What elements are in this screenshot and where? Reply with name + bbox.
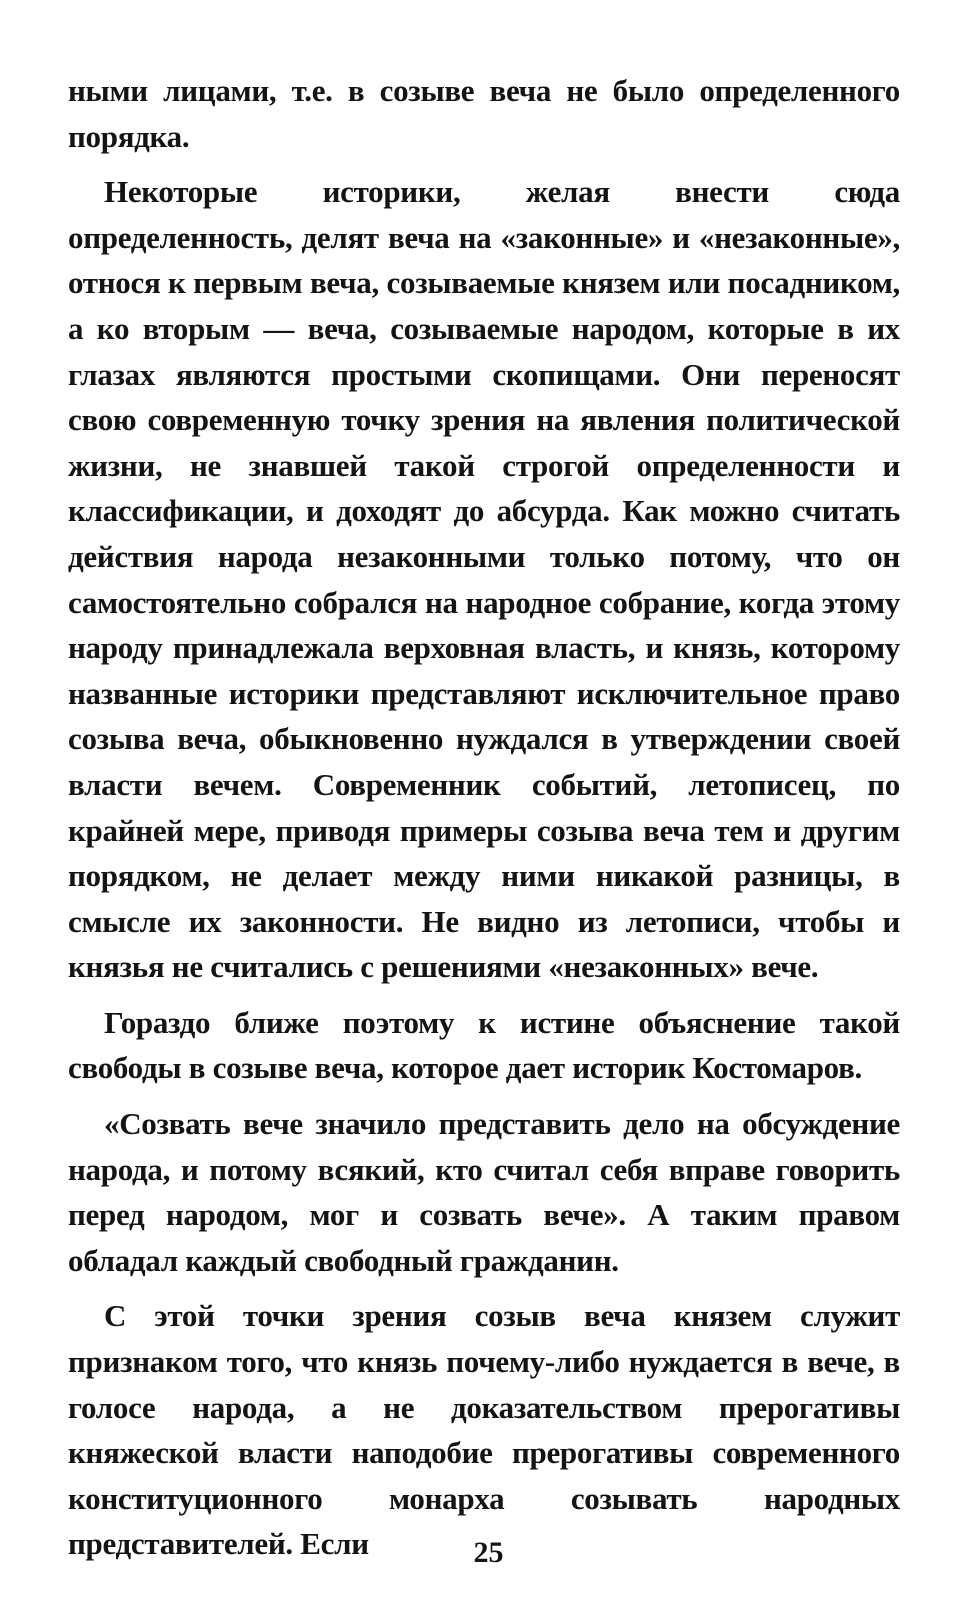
paragraph-1: ными лицами, т.е. в созыве веча не было определенного порядка.	[68, 73, 900, 154]
paragraph-2: Некоторые историки, желая внести сюда определенность, делят веча на «законные» и «незаконные», относя к первым веча, созываемые князем или посадником, а ко вторым — веча, созываемые народом, которые в их глазах являются простыми скопищами. Они переносят свою современную точку зрения на явления политической жизни, не знавшей такой строгой определенности и классификации, и доходят до абсурда. Как можно считать действия народа незаконными только потому, что он самостоятельно собрался на народное собрание, когда этому народу принадлежала верховная власть, и князь, которому названные историки представляют исключительное право созыва веча, обыкновенно нуждался в утверждении своей власти вечем. Современник событий, летописец, по крайней мере, приводя примеры созыва веча тем и другим порядком, не делает между ними никакой разницы, в смысле их законности. Не видно из летописи, чтобы и князья не считались с решениями «незаконных» вече.	[68, 174, 900, 985]
page-body	[68, 68, 900, 1577]
paragraph-5: С этой точки зрения созыв веча князем служит признаком того, что князь почему-либо нуждается в вече, в голосе народа, а не доказательством прерогативы княжеской власти наподобие прерогативы современного конституционного монарха созывать народных представителей. Если	[68, 1298, 900, 1562]
page-number: 25	[473, 1536, 504, 1569]
paragraph-3: Гораздо ближе поэтому к истине объяснение такой свободы в созыве веча, которое дает историк Костомаров.	[68, 1004, 900, 1086]
paragraph-4: «Созвать вече значило представить дело на обсуждение народа, и потому всякий, кто считал себя вправе говорить перед народом, мог и созвать вече». А таким правом обладал каждый свободный гражданин.	[68, 1106, 900, 1278]
